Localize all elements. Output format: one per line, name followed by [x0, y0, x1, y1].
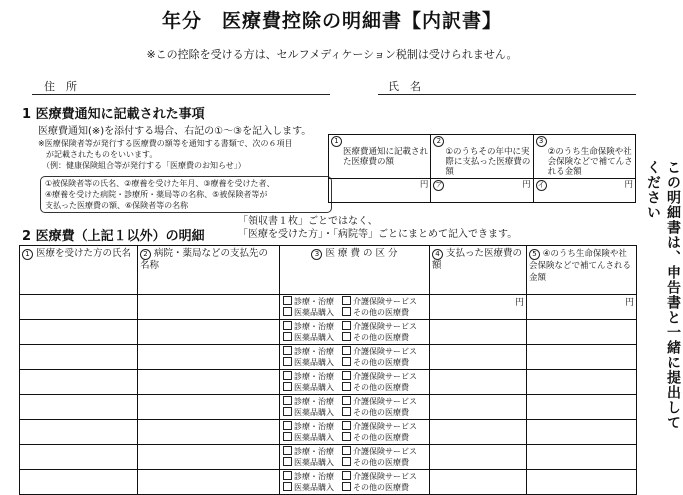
- notice-col2-header: 2 ①のうちその年中に実際に支払った医療費の額: [431, 135, 533, 179]
- table-row: [20, 420, 637, 445]
- checkbox[interactable]: [342, 482, 351, 491]
- table-row: [20, 295, 637, 320]
- payee-name-cell[interactable]: [138, 445, 280, 470]
- patient-name-cell[interactable]: [20, 295, 138, 320]
- checkbox[interactable]: [342, 396, 351, 405]
- checkbox[interactable]: [342, 296, 351, 305]
- category-cell[interactable]: 診療・治療 介護保険サービス 医薬品購入 その他の医療費: [280, 370, 430, 395]
- amount-paid-cell[interactable]: [430, 470, 527, 495]
- reimbursed-cell[interactable]: [527, 395, 637, 420]
- checkbox[interactable]: [283, 432, 292, 441]
- category-cell[interactable]: 診療・治療 介護保険サービス 医薬品購入 その他の医療費: [280, 345, 430, 370]
- notice-amount-cell-2[interactable]: ア 円: [431, 179, 533, 203]
- reimbursed-cell[interactable]: [527, 295, 637, 320]
- section1-note: ※医療保険者等が発行する医療費の額等を通知する書類で、次の６項目 が記載されたものをいいます。 （例：健康保険組合等が発行する「医療費のお知らせ」）: [38, 139, 293, 170]
- payee-name-cell[interactable]: [138, 295, 280, 320]
- address-line[interactable]: [32, 94, 330, 95]
- checkbox[interactable]: [342, 332, 351, 341]
- reimbursed-cell[interactable]: [527, 320, 637, 345]
- section1-heading: 1 医療費通知に記載された事項: [22, 107, 205, 122]
- category-cell[interactable]: 診療・治療 介護保険サービス 医薬品購入 その他の医療費: [280, 320, 430, 345]
- section1-instruction: 医療費通知(※)を添付する場合、右記の①〜③を記入します。: [38, 126, 312, 137]
- amount-paid-cell[interactable]: [430, 295, 527, 320]
- notice-col1-header: 1 医療費通知に記載された医療費の額: [329, 135, 431, 179]
- reimbursed-cell[interactable]: [527, 420, 637, 445]
- table-row: [20, 470, 637, 495]
- section1-items-box: ①被保険者等の氏名、②療養を受けた年月、③療養を受けた者、 ④療養を受けた病院・診療所・薬局等の名称、⑤被保険者等が 支払った医療費の額、⑥保険者等の名称: [40, 176, 332, 213]
- patient-name-cell[interactable]: [20, 470, 138, 495]
- checkbox[interactable]: [283, 396, 292, 405]
- checkbox[interactable]: [342, 421, 351, 430]
- checkbox[interactable]: [342, 382, 351, 391]
- reimbursed-cell[interactable]: [527, 445, 637, 470]
- category-cell[interactable]: 診療・治療 介護保険サービス 医薬品購入 その他の医療費: [280, 295, 430, 320]
- checkbox[interactable]: [342, 457, 351, 466]
- payee-name-cell[interactable]: [138, 320, 280, 345]
- table-row: [20, 320, 637, 345]
- reimbursed-cell[interactable]: [527, 370, 637, 395]
- checkbox[interactable]: [283, 471, 292, 480]
- col-payee-name-header: 2 病院・薬局などの支払先の名称: [138, 246, 280, 295]
- section2-heading: 2 医療費（上記１以外）の明細: [22, 229, 205, 244]
- checkbox[interactable]: [283, 421, 292, 430]
- notice-amount-table: [328, 134, 636, 203]
- checkbox[interactable]: [342, 371, 351, 380]
- table-row: [20, 445, 637, 470]
- checkbox[interactable]: [283, 357, 292, 366]
- yen-unit: 円: [624, 298, 634, 308]
- checkbox[interactable]: [283, 482, 292, 491]
- checkbox[interactable]: [342, 346, 351, 355]
- amount-paid-cell[interactable]: [430, 370, 527, 395]
- amount-paid-cell[interactable]: [430, 345, 527, 370]
- checkbox[interactable]: [342, 321, 351, 330]
- col-category-header: 3 医 療 費 の 区 分: [280, 246, 430, 295]
- category-cell[interactable]: 診療・治療 介護保険サービス 医薬品購入 その他の医療費: [280, 470, 430, 495]
- col-reimbursed-header: 5 ④のうち生命保険や社会保険などで補てんされる金額: [527, 246, 637, 295]
- checkbox[interactable]: [283, 307, 292, 316]
- name-label: 氏 名: [388, 80, 421, 93]
- patient-name-cell[interactable]: [20, 345, 138, 370]
- col-patient-name-header: 1 医療を受けた方の氏名: [20, 246, 138, 295]
- checkbox[interactable]: [283, 332, 292, 341]
- amount-paid-cell[interactable]: [430, 420, 527, 445]
- checkbox[interactable]: [283, 371, 292, 380]
- table-row: [20, 395, 637, 420]
- notice-col3-header: 3 ②のうち生命保険や社会保険などで補てんされる金額: [533, 135, 635, 179]
- address-label: 住 所: [44, 80, 77, 93]
- table-row: [20, 370, 637, 395]
- checkbox[interactable]: [283, 407, 292, 416]
- notice-amount-cell-3[interactable]: イ 円: [533, 179, 635, 203]
- category-cell[interactable]: 診療・治療 介護保険サービス 医薬品購入 その他の医療費: [280, 395, 430, 420]
- amount-paid-cell[interactable]: [430, 445, 527, 470]
- col-amount-paid-header: 4 支払った医療費の額: [430, 246, 527, 295]
- checkbox[interactable]: [283, 446, 292, 455]
- checkbox[interactable]: [283, 346, 292, 355]
- checkbox[interactable]: [283, 321, 292, 330]
- checkbox[interactable]: [342, 446, 351, 455]
- patient-name-cell[interactable]: [20, 445, 138, 470]
- payee-name-cell[interactable]: [138, 470, 280, 495]
- table-row: [20, 345, 637, 370]
- patient-name-cell[interactable]: [20, 370, 138, 395]
- checkbox[interactable]: [342, 432, 351, 441]
- payee-name-cell[interactable]: [138, 420, 280, 445]
- checkbox[interactable]: [283, 382, 292, 391]
- amount-paid-cell[interactable]: [430, 320, 527, 345]
- patient-name-cell[interactable]: [20, 420, 138, 445]
- document-title: 年分 医療費控除の明細書【内訳書】: [161, 10, 502, 32]
- payee-name-cell[interactable]: [138, 345, 280, 370]
- notice-amount-cell-1[interactable]: 円: [329, 179, 431, 203]
- payee-name-cell[interactable]: [138, 395, 280, 420]
- category-cell[interactable]: 診療・治療 介護保険サービス 医薬品購入 その他の医療費: [280, 420, 430, 445]
- expense-detail-table: [19, 245, 637, 495]
- patient-name-cell[interactable]: [20, 395, 138, 420]
- section2-note: 「領収書１枚」ごとではなく、 「医療を受けた方」・「病院等」ごとにまとめて記入できます。: [238, 216, 518, 240]
- category-cell[interactable]: 診療・治療 介護保険サービス 医薬品購入 その他の医療費: [280, 445, 430, 470]
- yen-unit: 円: [514, 298, 524, 308]
- checkbox[interactable]: [342, 471, 351, 480]
- submission-side-note: この明細書は、申告書と一緒に提出してください: [645, 160, 681, 430]
- checkbox[interactable]: [283, 296, 292, 305]
- checkbox[interactable]: [342, 357, 351, 366]
- payee-name-cell[interactable]: [138, 370, 280, 395]
- reimbursed-cell[interactable]: [527, 345, 637, 370]
- patient-name-cell[interactable]: [20, 320, 138, 345]
- name-line[interactable]: [378, 94, 636, 95]
- selfmedication-notice: ※この控除を受ける方は、セルフメディケーション税制は受けられません。: [146, 48, 518, 61]
- checkbox[interactable]: [342, 307, 351, 316]
- checkbox[interactable]: [283, 457, 292, 466]
- amount-paid-cell[interactable]: [430, 395, 527, 420]
- checkbox[interactable]: [342, 407, 351, 416]
- reimbursed-cell[interactable]: [527, 470, 637, 495]
